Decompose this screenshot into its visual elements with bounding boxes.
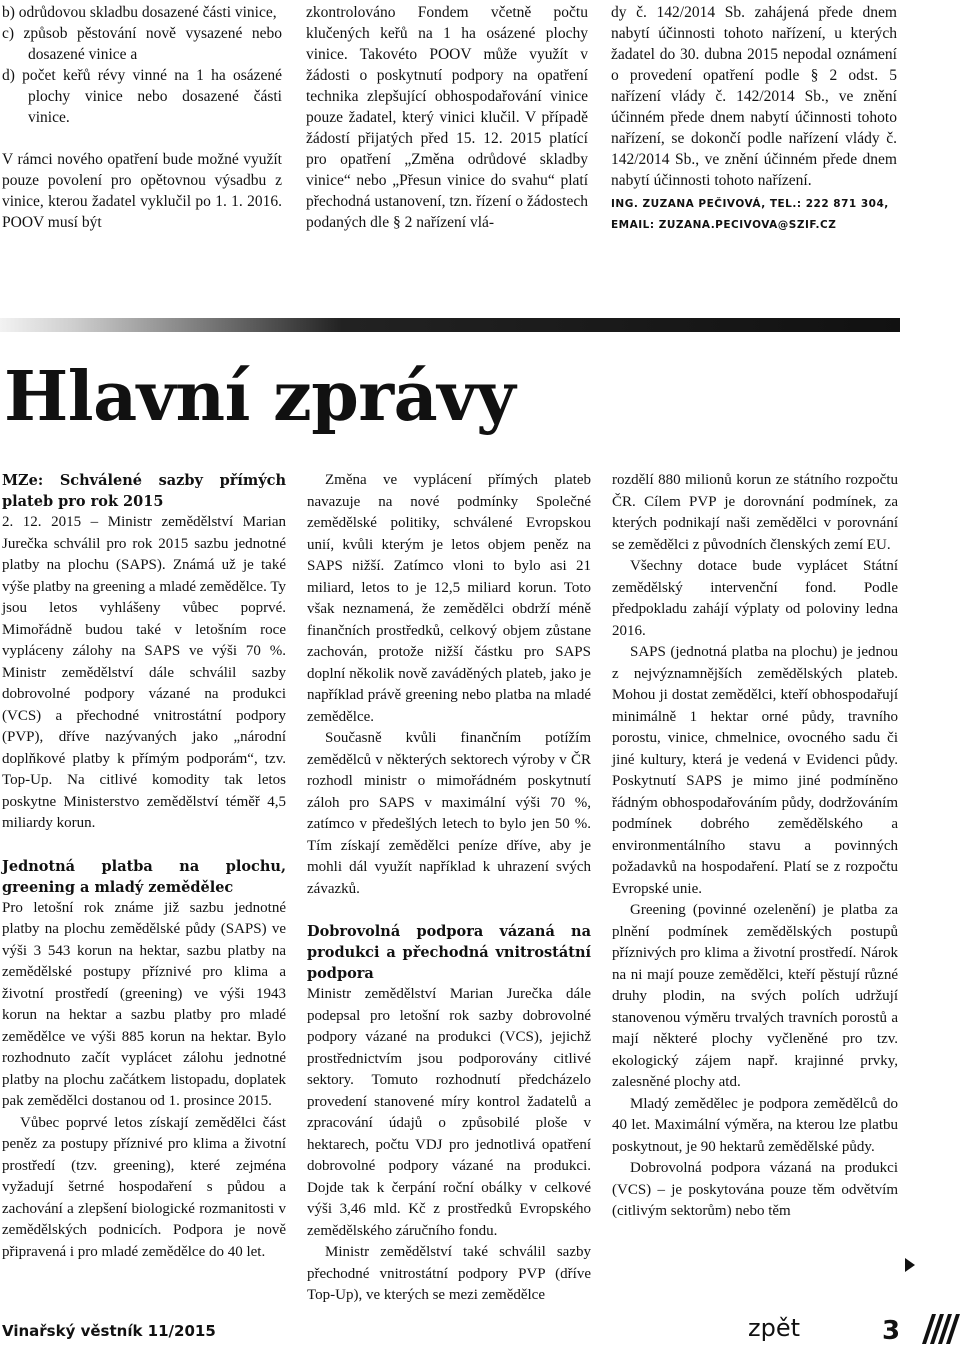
list-item-b: b) odrůdovou skladbu dosazené části vinice,: [2, 4, 277, 21]
top-column-1: [2, 2, 282, 233]
paragraph: Dobrovolná podpora vázaná na produkci (VCS) – je poskytována pouze těm odvětvím (citlivým sektorům) nebo těm: [612, 1160, 898, 1219]
paragraph: Pro letošní rok známe již sazbu jednotné platby na plochu zemědělské půdy (SAPS) ve výši 3 543 korun na hektar, sazbu platby na zemědělské postupy příznivé pro klima a životní prostředí (greening) ve výši 1943 korun na hektar a sazbu platby pro mladé zemědělce ve výši 885 korun na hektar. Bylo rozhodnuto začít vyplácet zálohu jednotné platby na plochu začátkem listopadu, doplatek pak zemědělci dostanou od 1. prosince 2015.: [2, 899, 286, 1109]
subheading: Jednotná platba na plochu, greening a mladý zemědělec: [2, 857, 286, 896]
paragraph: rozdělí 880 milionů korun ze státního rozpočtu ČR. Cílem PVP je dorovnání podmínek, za kterých podnikají naši zemědělci v porovnání se zemědělci z původních členských zemí EU.: [612, 472, 898, 553]
page-number: 3: [882, 1316, 901, 1346]
paragraph: Ministr zemědělství Marian Jurečka dále podepsal pro letošní rok sazby dobrovolné podpory vázané na produkci (VCS), jejichž prostřednictvím jsou podporovány citlivé sektory. Tomuto rozhodnutí předcházelo provedení stanovené míry kontrol žadatelů a zpracování údajů o způsobilé ploše v hektarech, počtu VDJ pro jednotlivá opatření dobrovolné podpory vázané na produkci. Dojde tak k čerpání roční obálky v celkové výši 3,46 mld. Kč z prostředků Evropského zemědělského záručního fondu.: [307, 986, 591, 1239]
paragraph: Změna ve vyplácení přímých plateb navazuje na nové podmínky Společné zemědělské politiky, schválené Evropskou unií, kvůli kterým je letos objem peněz na SAPS nižší. Zatímco vloni to bylo asi 21 miliard, letos to je 12,5 miliard korun. Toto však neznamená, že zemědělci obdrží méně finančních prostředků, celkový objem zůstane zachován, protože nižší částku pro SAPS doplní několik nově zaváděných plateb, jako je například právě greening nebo platba na mladé zemědělce.: [307, 472, 591, 725]
continue-arrow-icon: [905, 1258, 915, 1272]
paragraph: Všechny dotace bude vyplácet Státní zemědělský intervenční fond. Podle předpokladu zahájí výplaty od poloviny ledna 2016.: [612, 558, 898, 639]
paragraph: dy č. 142/2014 Sb. zahájená přede dnem nabytí účinnosti tohoto nařízení, u kterých žadatel do 30. dubna 2015 nepodal oznámení o provedení opatření podle § 2 odst. 5 nařízení vlády č. 142/2014 Sb., ve znění účinném přede dnem nabytí účinnosti tohoto nařízení, se dokončí podle nařízení vlády č. 142/2014 Sb., ve znění účinném přede dnem nabytí účinnosti tohoto nařízení.: [611, 4, 897, 189]
paragraph: Ministr zemědělství také schválil sazby přechodné vnitrostátní podpory PVP (dříve Top-Up), ve kterých se mezi zemědělce: [307, 1244, 591, 1303]
section-bar: [0, 318, 900, 332]
paragraph: Greening (povinné ozelenění) je platba za plnění podmínek zemědělských postupů příznivých pro klima a životní prostředí. Nárok na ni mají pouze zemědělci, kteří pěstují různé druhy plodin, na svých polích udržují stanovenou výměru trvalých travních porostů a mají některé plochy vyčleněné pro tzv. ekologický zájem např. krajinné prvky, zalesněné plochy atd.: [612, 902, 898, 1090]
back-link[interactable]: zpět: [748, 1314, 801, 1342]
subheading: Dobrovolná podpora vázaná na produkci a přechodná vnitrostátní podpora: [307, 923, 591, 982]
paragraph: 2. 12. 2015 – Ministr zemědělství Marian Jurečka schválil pro rok 2015 sazbu jednotné platby na plochu (SAPS). Známá už je také výše platby na greening a mladé zemědělce. Ty jsou letos vyhlášeny vůbec poprvé. Mimořádně budou také v letošním roce vypláceny zálohy na SAPS ve výši 70 %. Ministr zemědělství dále schválil sazby dobrovolné podpory vázané na produkci (VCS) a přechodné vnitrostátní podpory (PVP), dříve nazývaných jako „národní doplňkové platby k přímým podporám“, tzv. Top-Up. Na citlivé komodity tak letos poskytne Ministerstvo zemědělství téměř 4,5 miliardy korun.: [2, 514, 286, 831]
article-column-1: [2, 470, 286, 1263]
list-item-d: d) počet keřů révy vinné na 1 ha osázené plochy vinice nebo dosazené části vinice.: [2, 67, 282, 126]
article-heading: MZe: Schválené sazby přímých plateb pro rok 2015: [2, 472, 286, 510]
article-column-3: [612, 470, 898, 1223]
paragraph: Vůbec poprvé letos získají zemědělci část peněz za postupy příznivé pro klima a životní prostředí (tzv. greening), které zejména vyžadují šetrné hospodaření s půdou a zachování a zlepšení biologické rozmanitosti v zemědělských podnicích. Podpora je nově připravená i pro mladé zemědělce do 40 let.: [2, 1114, 286, 1260]
article-column-2: [307, 470, 591, 1307]
paragraph: zkontrolováno Fondem včetně počtu klučených keřů na 1 ha osázené plochy vinice. Takovéto POOV může využít v žádosti o poskytnutí podpory na opatření technika zlepšující obhospodařování vinice pouze žadatel, který vinici klučil. V případě žádostí přijatých před 15. 12. 2015 platící pro opatření „Změna odrůdové skladby vinice“ nebo „Přesun vinice do svahu“ platí přechodná ustanovení, tzn. řízení o žádostech podaných dle § 2 nařízení vlá-: [306, 4, 588, 231]
section-title: Hlavní zprávy: [4, 357, 516, 437]
author-contact: [611, 194, 897, 236]
top-column-3: [611, 2, 897, 236]
author-name: ING. ZUZANA PEČIVOVÁ, TEL.: 222 871 304,: [611, 198, 889, 210]
decorative-stripes-icon: [918, 1314, 960, 1344]
top-column-2: [306, 2, 588, 233]
paragraph: Mladý zemědělec je podpora zemědělců do 40 let. Maximální výměra, na kterou lze platbu poskytnout, je 90 hektarů zemědělské půdy.: [612, 1095, 898, 1155]
author-email: EMAIL: ZUZANA.PECIVOVA@SZIF.CZ: [611, 219, 837, 231]
paragraph: V rámci nového opatření bude možné využít pouze povolení pro opětovnou výsadbu z vinice, kterou žadatel vyklučil po 1. 1. 2016. POOV musí být: [2, 151, 282, 231]
paragraph: SAPS (jednotná platba na plochu) je jednou z nejvýznamnějších zemědělských plateb. Mohou ji dostat zemědělci, kteří obhospodařují minimálně 1 hektar orné půdy, travního porostu, vinice, chmelnice, ovocného sadu či jiné kultury, která je vedená v Evidenci půdy. Poskytnutí SAPS je mimo jiné podmíněno řádným obhospodařováním půdy, dodržováním podmínek dobrého zemědělského a environmentálního stavu a povinných požadavků na hospodaření. Platí se z rozpočtu Evropské unie.: [612, 644, 898, 897]
list-item-c: c) způsob pěstování nově vysazené nebo dosazené vinice a: [2, 25, 282, 63]
paragraph: Současně kvůli finančním potížím zemědělců v některých sektorech výroby v ČR rozhodl ministr o mimořádném poskytnutí záloh pro SAPS v maximální výši 70 %, zatímco v předešlých letech to bylo jen 50 %. Tím získají zemědělci peníze dříve, aby je mohli dál využít například k uhrazení svých závazků.: [307, 730, 591, 897]
publication-name: Vinařský věstník 11/2015: [2, 1322, 216, 1340]
